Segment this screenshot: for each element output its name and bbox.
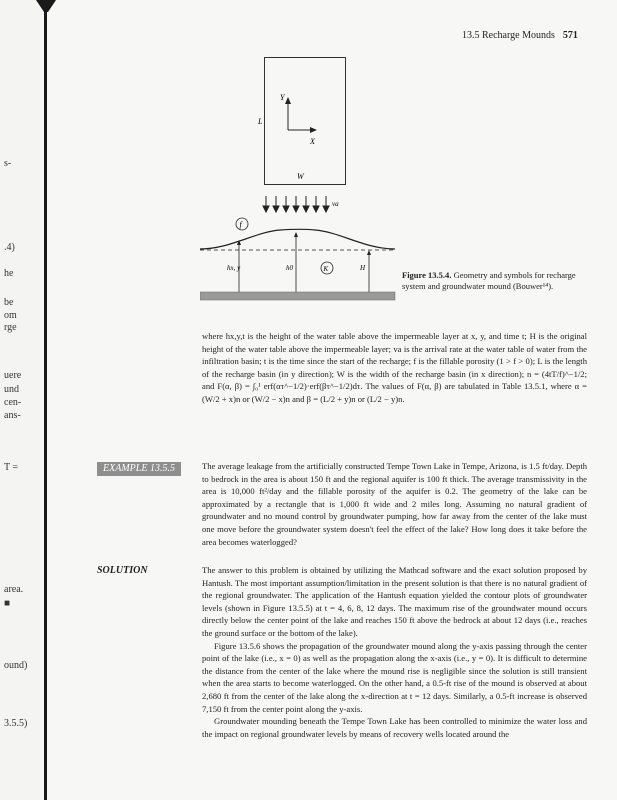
porosity-symbol <box>236 218 248 230</box>
mound-cross-section <box>200 192 400 310</box>
margin-fragment: he <box>4 268 14 279</box>
figure-caption <box>402 270 582 292</box>
margin-fragment: uere <box>4 370 22 381</box>
water-table-mound <box>200 229 395 249</box>
recharge-arrows <box>263 196 329 212</box>
plan-axes <box>250 90 360 190</box>
margin-fragment: ans- <box>4 410 21 421</box>
book-spine-line <box>44 0 47 800</box>
width-label-w: W <box>297 172 304 181</box>
solution-paragraph: Figure 13.5.6 shows the propagation of the groundwater mound along the y-axis passing through the center point of the lake (i.e., x = 0) as well as the propagation along the x-axis (i.e., y = 0). It is difficult to determine the distance from the center of the lake where the mound rise is negligible since the solution is still transient when the area starts to become waterlogged. On the other hand, a 0.5-ft rise of the mound is observed at about 2,680 ft from the center of the lake along the x-direction at t = 12 days. Similarly, a 0.5-ft increase is observed 7,150 ft from the center point along the y-axis. <box>202 640 587 714</box>
arrival-rate-label: va <box>332 200 339 208</box>
porosity-label: f <box>239 220 242 229</box>
margin-fragment: und <box>4 384 19 395</box>
section-title: 13.5 Recharge Mounds <box>462 30 555 41</box>
length-label-l: L <box>258 117 263 126</box>
y-axis-label: Y <box>280 93 285 102</box>
margin-fragment: om <box>4 310 17 321</box>
original-height-label: H <box>360 264 366 272</box>
margin-fragment: T = <box>4 462 19 473</box>
margin-fragment: ound) <box>4 660 28 671</box>
spine-top-mark <box>36 0 56 14</box>
margin-fragment: ■ <box>4 598 11 609</box>
head-xy-label: hx, y <box>227 264 241 272</box>
margin-fragment: area. <box>4 584 24 595</box>
margin-fragment: s- <box>4 158 12 169</box>
margin-fragment: 3.5.5) <box>4 718 28 729</box>
conductivity-label: K <box>323 265 329 273</box>
solution-paragraph: The answer to this problem is obtained by utilizing the Mathcad software and the exact solution proposed by Hantush. The most important assumption/limitation in the present solution is that there is no natural gradient of the regional groundwater. The application of the Hantush equation yielded the contour plots of groundwater levels (shown in Figure 13.5.5) at t = 4, 6, 8, 12 days. The maximum rise of the groundwater mound occurs directly below the center point of the lake and reaches 150 ft above the bedrock at about 12 days (i.e., reaches the ground surface or the bottom of the lake). <box>202 565 587 638</box>
margin-fragment: cen- <box>4 397 22 408</box>
example-text <box>202 460 587 548</box>
impermeable-layer <box>200 292 395 300</box>
page-number: 571 <box>562 30 578 41</box>
example-label: EXAMPLE 13.5.5 <box>97 462 181 476</box>
x-axis-label: X <box>310 137 315 146</box>
example-problem-statement: The average leakage from the artificially constructed Tempe Town Lake in Tempe, Arizona, is 1.5 ft/day. Depth to bedrock in the area is about 150 ft and the regional aquifer is 100 ft thick. The average transmissivity in the area is 10,000 ft²/day and the fillable porosity of the aquifer is 0.2. The geometry of the lake can be approximated by a rectangle that is 1,000 ft wide and 2 miles long. Assuming no natural gradient of groundwater and no mound control by groundwater pumping, how far away from the center of the lake must one move before the groundwater system doesn't feel the effect of the lake? How long does it take before the area becomes waterlogged? <box>202 461 587 547</box>
head-0-label: h0 <box>286 264 293 272</box>
caption-title: Figure 13.5.4. <box>402 270 452 280</box>
margin-fragment: .4) <box>4 242 15 253</box>
margin-fragment: be <box>4 297 14 308</box>
solution-paragraph: Groundwater mounding beneath the Tempe Town Lake has been controlled to minimize the water loss and the impact on regional groundwater levels by means of recovery wells located around the <box>202 716 587 739</box>
running-header <box>462 30 578 41</box>
where-paragraph <box>202 330 587 406</box>
solution-text <box>202 564 587 740</box>
caption-text: Geometry and symbols for recharge system and groundwater mound (Bouwer¹⁴). <box>402 270 576 291</box>
where-paragraph-text: where hx,y,t is the height of the water table above the impermeable layer at x, y, and time t; H is the original height of the water table above the impermeable layer; va is the arrival rate at the water table of water from the infiltration basin; t is the time since the start of the recharge; f is the fillable porosity (1 > f > 0); L is the length of the recharge basin (in y direction); W is the width of the recharge basin (in x direction); n = (4tT/f)^−1/2; and F(α, β) = ∫₀¹ erf(ατ^−1/2)·erf(βτ^−1/2)dτ. The values of F(α, β) are tabulated in Table 13.5.1, where α = (W/2 + x)n or (W/2 − x)n and β = (L/2 + y)n or (L/2 − y)n. <box>202 331 587 404</box>
solution-label: SOLUTION <box>97 565 148 576</box>
margin-fragment: rge <box>4 322 17 333</box>
